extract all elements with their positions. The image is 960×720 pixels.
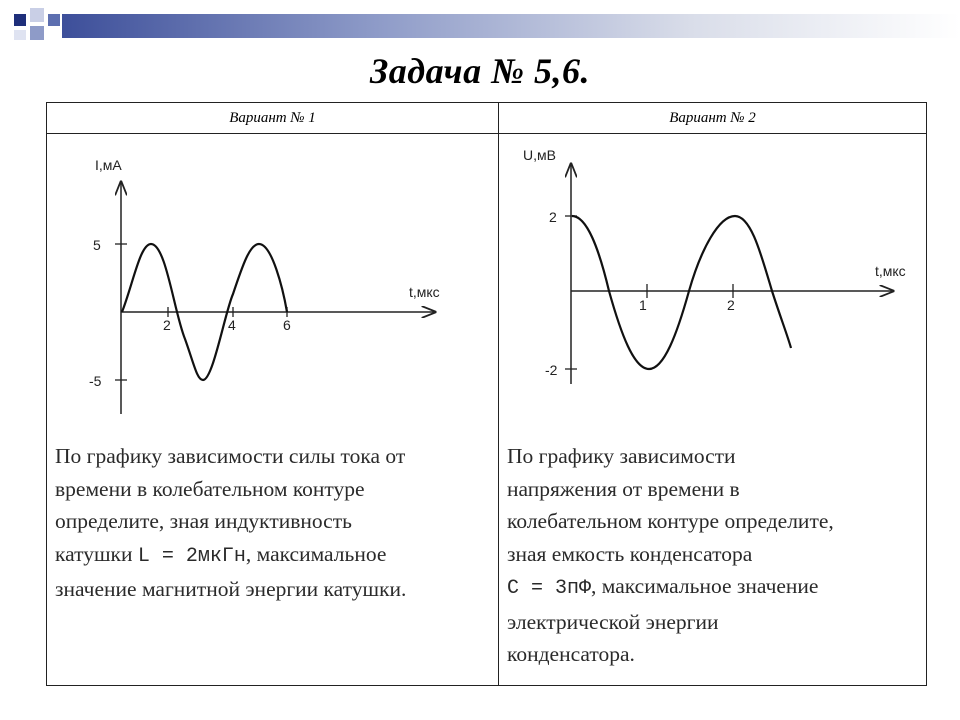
problem-line: электрической энергии [507,609,719,634]
variant-1-header: Вариант № 1 [47,103,499,134]
x-tick-label: 6 [283,317,291,333]
problem-line: По графику зависимости силы тока от [55,444,406,468]
header-gradient-bar [62,14,960,38]
problem-line: колебательном контуре определите, [507,509,834,533]
page-title: Задача № 5,6. [369,51,591,91]
problem-line [55,538,492,574]
voltage-curve [572,216,791,369]
problem-line: определите, зная индуктивность [55,509,352,533]
variant-1-problem [55,440,492,606]
x-tick-label: 2 [727,297,735,313]
x-tick-label: 2 [163,317,171,333]
problem-line: зная емкость конденсатора [507,541,753,566]
task-table [46,102,927,686]
deco-square [30,26,44,40]
x-axis-label: t,мкс [409,284,440,300]
variant-2-cell [499,134,927,686]
y-tick-label: -2 [545,362,558,378]
y-axis-label: I,мА [95,157,122,173]
problem-text: катушки [55,541,138,566]
deco-square [48,14,60,26]
inductance-formula: L = 2мкГн [137,544,246,568]
table-content-row [47,134,927,686]
x-axis-label: t,мкс [875,263,906,279]
y-tick-label: 2 [549,209,557,225]
variant-2-header: Вариант № 2 [499,103,927,134]
capacitance-formula: C = 3пФ [507,577,592,600]
y-tick-label: -5 [89,373,102,389]
y-axis-label: U,мВ [523,147,556,163]
deco-square [14,14,26,26]
deco-square [14,30,26,40]
problem-line: времени в колебательном контуре [55,476,365,501]
problem-line: значение магнитной энергии катушки. [55,577,407,601]
x-tick-label: 1 [639,297,647,313]
deco-square [30,8,44,22]
x-tick-label: 4 [228,317,236,333]
current-graph [47,134,497,434]
problem-text: , максимальное [245,541,387,566]
problem-line: напряжения от времени в [507,476,740,501]
problem-line: конденсатора. [507,642,635,666]
problem-line [507,570,920,606]
problem-text: , максимальное значение [591,574,819,598]
problem-line: По графику зависимости [507,444,736,468]
y-tick-label: 5 [93,237,101,253]
variant-1-cell [47,134,499,686]
variant-2-problem [507,440,920,671]
voltage-graph [499,134,925,434]
table-header-row [47,103,927,134]
